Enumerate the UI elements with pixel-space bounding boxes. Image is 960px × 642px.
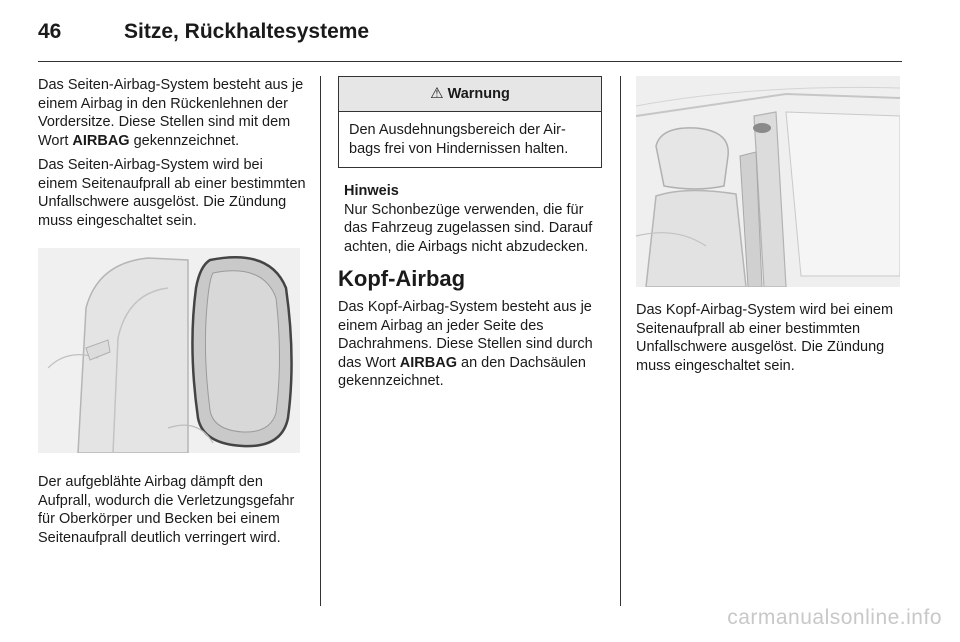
hint-label: Hinweis	[344, 183, 399, 199]
header-divider	[38, 61, 902, 62]
side-airbag-intro: Das Seiten-Airbag-System besteht aus je einem Airbag in den Rückenlehnen der Vordersitze. Diese Stellen sind mit dem Wort AIRBAG gekennzeichnet.	[38, 77, 304, 149]
hint-text: Nur Schonbezüge verwenden, die für das Fahrzeug zugelassen sind. Darauf achten, die Airbags nicht abzudecken.	[344, 201, 593, 255]
head-airbag-illustration	[636, 76, 900, 287]
side-airbag-trigger: Das Seiten-Airbag-System wird bei einem Seitenaufprall ab einer bestimmten Unfallschwere ausgelöst. Die Zündung muss eingeschaltet sein.	[38, 157, 306, 229]
warning-title: Warnung	[447, 86, 510, 102]
section-title: Sitze, Rückhaltesysteme	[124, 20, 370, 43]
page-number: 46	[38, 20, 62, 43]
column-divider-1	[320, 76, 321, 606]
kopf-airbag-description: Das Kopf-Airbag-System besteht aus je einem Airbag an jeder Seite des Dachrahmens. Diese Stellen sind durch das Wort AIRBAG an den Dachsäulen gekennzeichnet.	[338, 299, 593, 389]
warning-box	[338, 76, 602, 168]
column-middle	[338, 76, 604, 397]
side-airbag-effect: Der aufgeblähte Airbag dämpft den Aufprall, wodurch die Verletzungsgefahr für Oberkörper und Becken bei einem Seitenaufprall deutlich verringert wird.	[38, 474, 295, 546]
watermark: carmanualsonline.info	[727, 606, 942, 629]
column-right	[636, 76, 904, 381]
page-header	[38, 14, 902, 50]
head-airbag-trigger: Das Kopf-Airbag-System wird bei einem Seitenaufprall ab einer bestimmten Unfallschwere ausgelöst. Die Zündung muss eingeschaltet sein.	[636, 302, 894, 374]
kopf-airbag-heading: Kopf-Airbag	[338, 266, 466, 291]
column-left	[38, 76, 306, 553]
warning-text: Den Ausdehnungsbereich der Airbags frei von Hindernissen halten.	[349, 122, 569, 157]
side-airbag-illustration	[38, 248, 300, 453]
column-divider-2	[620, 76, 621, 606]
warning-header	[339, 77, 601, 112]
warning-triangle-icon: ⚠	[430, 85, 444, 102]
